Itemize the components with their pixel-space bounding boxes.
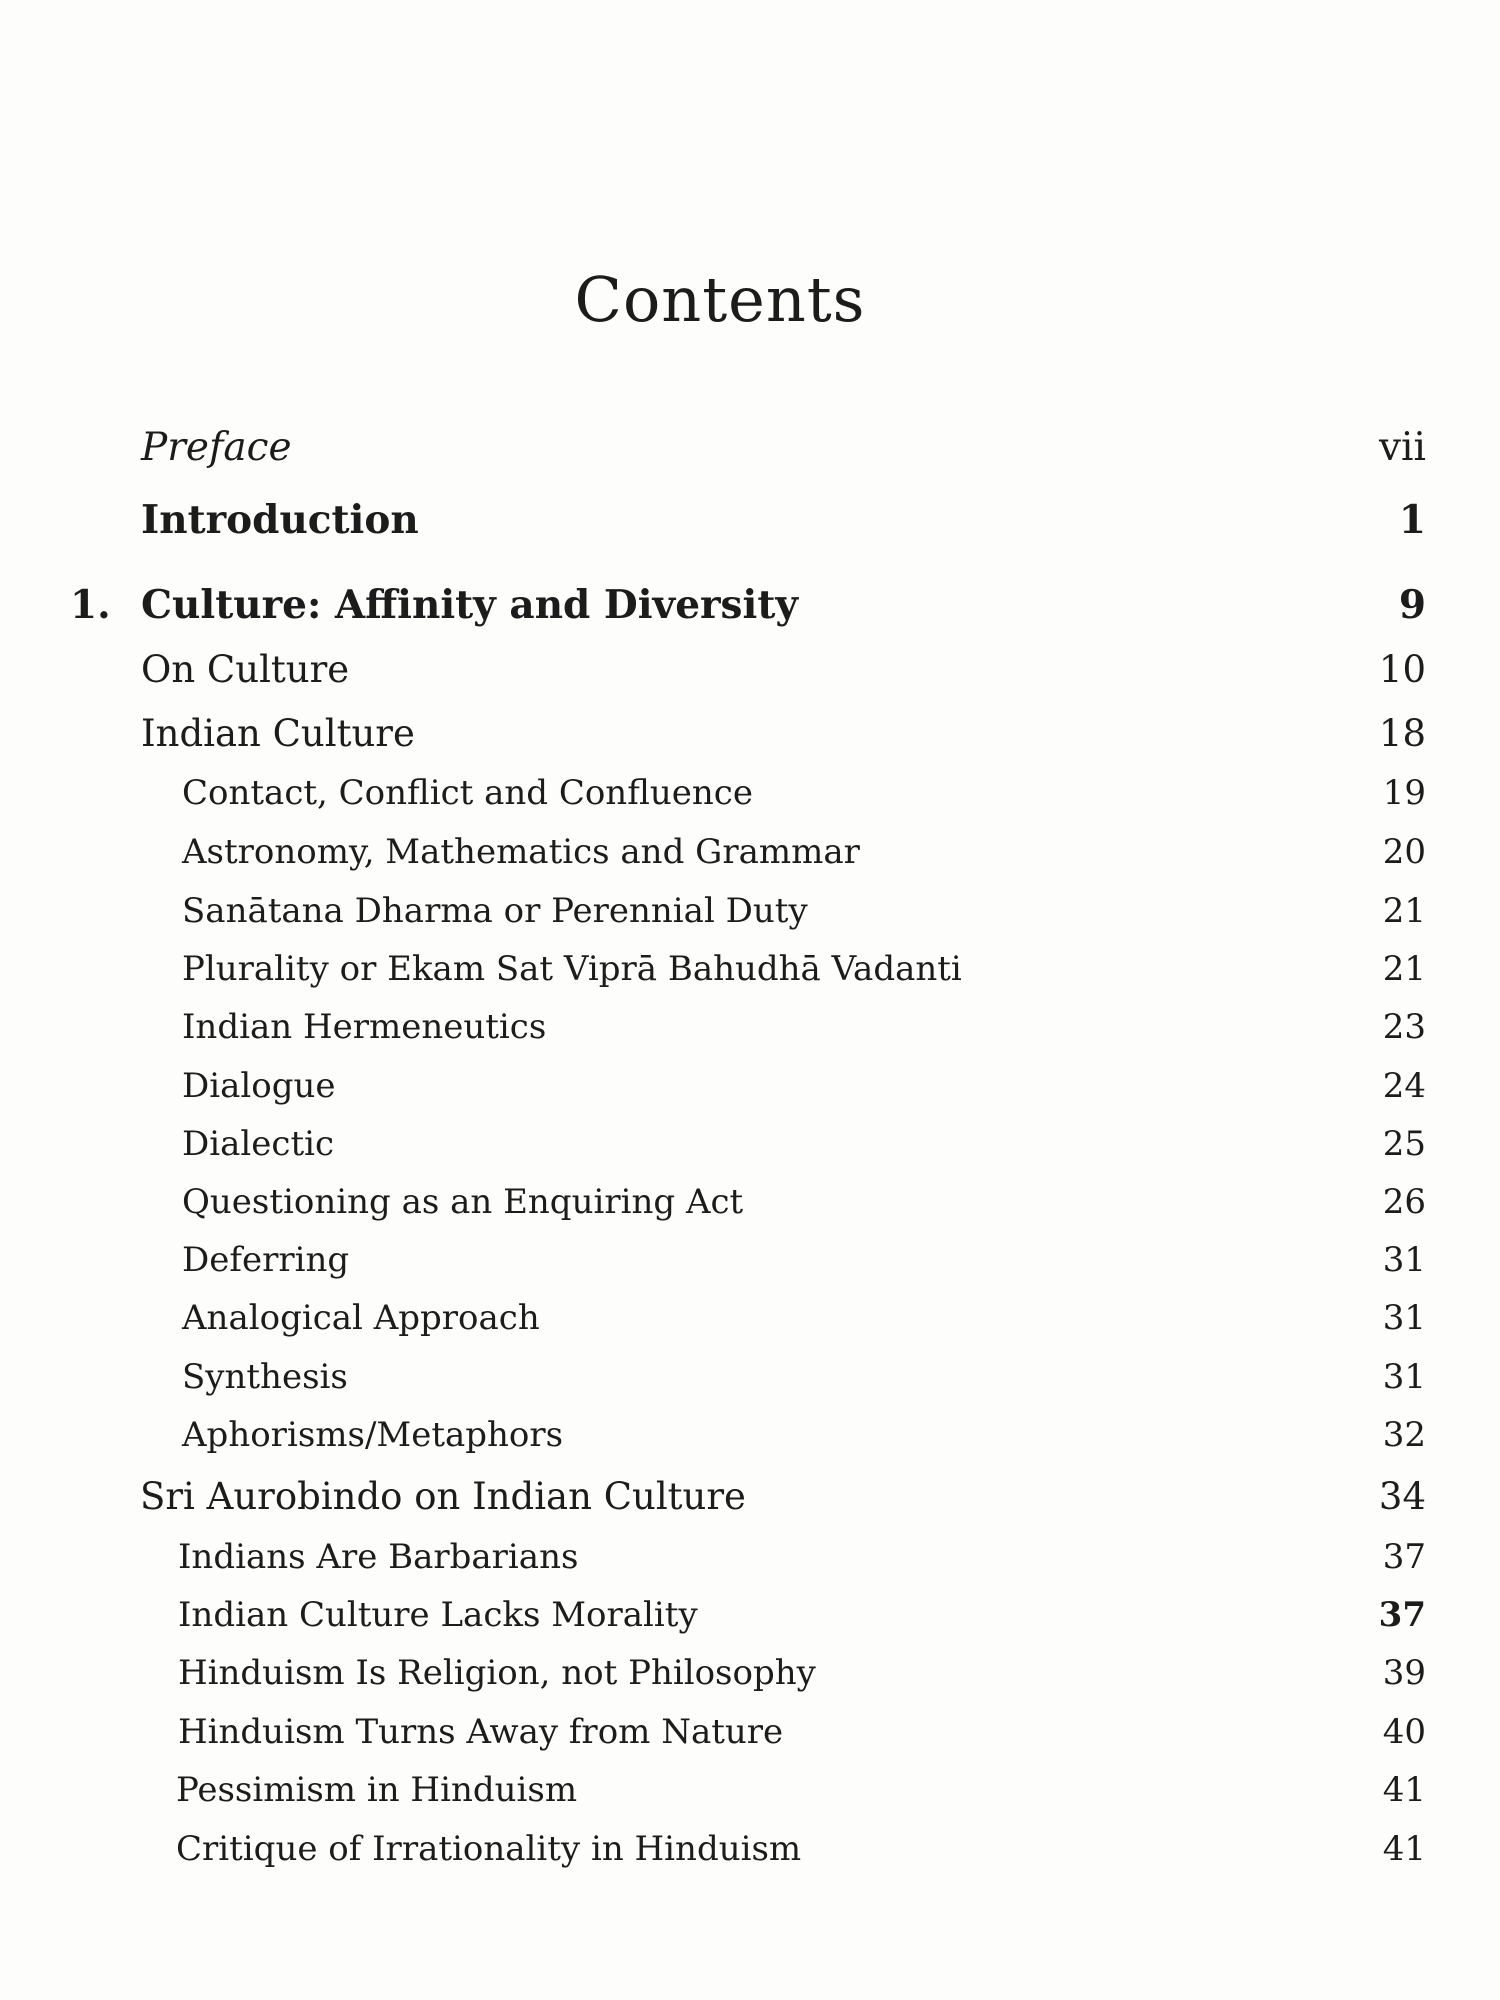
- toc-entry-page: 26: [1382, 1182, 1426, 1222]
- toc-entry-page: 32: [1382, 1415, 1426, 1455]
- toc-entry-label: Critique of Irrationality in Hinduism: [176, 1829, 802, 1869]
- toc-entry-page: 18: [1378, 712, 1426, 755]
- toc-entry-subsection[interactable]: [0, 1357, 1500, 1407]
- toc-entry-section[interactable]: [0, 648, 1500, 698]
- toc-entry-subsection[interactable]: [0, 1415, 1500, 1465]
- toc-entry-page: 1: [1398, 497, 1426, 543]
- toc-entry-label: Hinduism Is Religion, not Philosophy: [178, 1653, 816, 1693]
- toc-entry-label: Indian Culture Lacks Morality: [178, 1595, 698, 1635]
- toc-entry-label: Indians Are Barbarians: [178, 1537, 579, 1577]
- toc-entry-subsection[interactable]: [0, 891, 1500, 941]
- toc-entry-page: 31: [1382, 1240, 1426, 1280]
- toc-entry-page: 10: [1378, 648, 1426, 691]
- toc-entry-page: vii: [1379, 425, 1426, 470]
- toc-entry-subsection[interactable]: [0, 1595, 1500, 1645]
- toc-entry-label: Analogical Approach: [182, 1298, 540, 1338]
- toc-entry-page: 40: [1382, 1712, 1426, 1752]
- toc-entry-preface[interactable]: [0, 425, 1500, 475]
- toc-entry-label: Preface: [141, 425, 292, 470]
- toc-entry-subsection[interactable]: [0, 1066, 1500, 1116]
- toc-entry-subsection[interactable]: [0, 1770, 1500, 1820]
- toc-entry-page: 31: [1382, 1357, 1426, 1397]
- page-title: Contents: [574, 263, 866, 336]
- toc-entry-page: 19: [1382, 773, 1426, 813]
- toc-entry-page: 39: [1382, 1653, 1426, 1693]
- toc-entry-label: Indian Culture: [141, 712, 415, 755]
- toc-entry-page: 24: [1382, 1066, 1426, 1106]
- toc-entry-introduction[interactable]: [0, 497, 1500, 547]
- toc-entry-page: 20: [1382, 832, 1426, 872]
- toc-entry-label: Dialogue: [182, 1066, 336, 1106]
- toc-entry-page: 31: [1382, 1298, 1426, 1338]
- toc-entry-label: Aphorisms/Metaphors: [182, 1415, 564, 1455]
- toc-entry-page: 34: [1378, 1475, 1426, 1518]
- toc-entry-label: Sri Aurobindo on Indian Culture: [140, 1475, 746, 1518]
- toc-entry-subsection[interactable]: [0, 773, 1500, 823]
- toc-entry-label: Introduction: [141, 497, 419, 543]
- toc-entry-page: 37: [1382, 1537, 1426, 1577]
- toc-entry-label: Contact, Conflict and Confluence: [182, 773, 753, 813]
- toc-entry-page: 21: [1382, 891, 1426, 931]
- toc-entry-chapter-1[interactable]: [0, 582, 1500, 632]
- toc-entry-label: Plurality or Ekam Sat Viprā Bahudhā Vadanti: [182, 949, 962, 989]
- toc-entry-label: Indian Hermeneutics: [182, 1007, 547, 1047]
- toc-entry-label: Astronomy, Mathematics and Grammar: [182, 832, 860, 872]
- toc-entry-subsection[interactable]: [0, 1712, 1500, 1762]
- toc-entry-subsection[interactable]: [0, 1124, 1500, 1174]
- toc-entry-label: Hinduism Turns Away from Nature: [178, 1712, 784, 1752]
- toc-entry-label: On Culture: [141, 648, 350, 691]
- toc-entry-subsection[interactable]: [0, 832, 1500, 882]
- toc-entry-subsection[interactable]: [0, 1829, 1500, 1879]
- toc-entry-page: 25: [1382, 1124, 1426, 1164]
- toc-entry-label: Synthesis: [182, 1357, 348, 1397]
- toc-entry-label: Dialectic: [182, 1124, 335, 1164]
- toc-entry-section[interactable]: [0, 1475, 1500, 1525]
- toc-entry-subsection[interactable]: [0, 1182, 1500, 1232]
- toc-entry-label: Culture: Affinity and Diversity: [141, 582, 799, 628]
- toc-entry-page: 41: [1382, 1770, 1426, 1810]
- toc-entry-subsection[interactable]: [0, 1240, 1500, 1290]
- toc-entry-label: Questioning as an Enquiring Act: [182, 1182, 744, 1222]
- toc-entry-page: 37: [1378, 1595, 1426, 1635]
- toc-entry-subsection[interactable]: [0, 1007, 1500, 1057]
- toc-entry-page: 9: [1398, 582, 1426, 628]
- toc-entry-page: 41: [1382, 1829, 1426, 1869]
- toc-entry-subsection[interactable]: [0, 1537, 1500, 1587]
- toc-entry-subsection[interactable]: [0, 949, 1500, 999]
- toc-entry-page: 21: [1382, 949, 1426, 989]
- toc-entry-label: Pessimism in Hinduism: [176, 1770, 578, 1810]
- toc-entry-label: Deferring: [182, 1240, 350, 1280]
- toc-entry-label: Sanātana Dharma or Perennial Duty: [182, 891, 808, 931]
- toc-entry-section[interactable]: [0, 712, 1500, 762]
- toc-entry-subsection[interactable]: [0, 1653, 1500, 1703]
- toc-entry-subsection[interactable]: [0, 1298, 1500, 1348]
- chapter-number: 1.: [70, 582, 111, 628]
- toc-entry-page: 23: [1382, 1007, 1426, 1047]
